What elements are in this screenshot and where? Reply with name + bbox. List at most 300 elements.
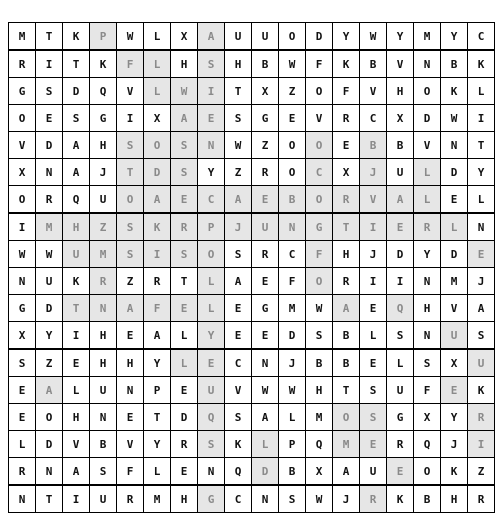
- letter-cell[interactable]: L: [198, 295, 225, 322]
- letter-cell[interactable]: K: [225, 431, 252, 458]
- letter-cell[interactable]: O: [414, 78, 441, 105]
- letter-cell[interactable]: D: [387, 241, 414, 268]
- letter-cell[interactable]: F: [414, 377, 441, 404]
- letter-cell[interactable]: Y: [36, 322, 63, 350]
- letter-cell[interactable]: D: [36, 431, 63, 458]
- letter-cell[interactable]: V: [117, 78, 144, 105]
- letter-cell[interactable]: E: [387, 458, 414, 486]
- letter-cell[interactable]: J: [468, 268, 495, 295]
- letter-cell[interactable]: R: [252, 159, 279, 186]
- letter-cell[interactable]: U: [225, 23, 252, 51]
- letter-cell[interactable]: D: [252, 458, 279, 486]
- letter-cell[interactable]: Z: [117, 268, 144, 295]
- letter-cell[interactable]: H: [414, 295, 441, 322]
- letter-cell[interactable]: D: [36, 132, 63, 159]
- letter-cell[interactable]: T: [225, 78, 252, 105]
- letter-cell[interactable]: F: [333, 78, 360, 105]
- letter-cell[interactable]: L: [414, 159, 441, 186]
- letter-cell[interactable]: L: [144, 458, 171, 486]
- letter-cell[interactable]: T: [468, 132, 495, 159]
- letter-cell[interactable]: I: [468, 431, 495, 458]
- letter-cell[interactable]: A: [333, 458, 360, 486]
- letter-cell[interactable]: O: [414, 458, 441, 486]
- letter-cell[interactable]: G: [90, 105, 117, 132]
- letter-cell[interactable]: Y: [144, 431, 171, 458]
- letter-cell[interactable]: C: [198, 186, 225, 214]
- letter-cell[interactable]: A: [63, 159, 90, 186]
- letter-cell[interactable]: O: [279, 23, 306, 51]
- letter-cell[interactable]: A: [63, 132, 90, 159]
- letter-cell[interactable]: Q: [414, 431, 441, 458]
- letter-cell[interactable]: H: [63, 404, 90, 431]
- letter-cell[interactable]: Y: [144, 349, 171, 377]
- letter-cell[interactable]: R: [171, 213, 198, 241]
- letter-cell[interactable]: S: [198, 50, 225, 78]
- letter-cell[interactable]: M: [333, 431, 360, 458]
- letter-cell[interactable]: S: [306, 322, 333, 350]
- letter-cell[interactable]: X: [9, 159, 36, 186]
- letter-cell[interactable]: V: [360, 78, 387, 105]
- letter-cell[interactable]: L: [63, 377, 90, 404]
- letter-cell[interactable]: F: [279, 268, 306, 295]
- letter-cell[interactable]: I: [468, 105, 495, 132]
- letter-cell[interactable]: N: [90, 295, 117, 322]
- letter-cell[interactable]: L: [144, 78, 171, 105]
- letter-cell[interactable]: F: [117, 50, 144, 78]
- letter-cell[interactable]: T: [117, 159, 144, 186]
- letter-cell[interactable]: I: [9, 213, 36, 241]
- letter-cell[interactable]: X: [144, 105, 171, 132]
- letter-cell[interactable]: N: [9, 485, 36, 513]
- letter-cell[interactable]: O: [144, 132, 171, 159]
- letter-cell[interactable]: W: [279, 50, 306, 78]
- letter-cell[interactable]: X: [441, 349, 468, 377]
- letter-cell[interactable]: L: [252, 431, 279, 458]
- letter-cell[interactable]: Q: [225, 458, 252, 486]
- letter-cell[interactable]: X: [333, 159, 360, 186]
- letter-cell[interactable]: O: [306, 132, 333, 159]
- letter-cell[interactable]: T: [63, 295, 90, 322]
- letter-cell[interactable]: Q: [387, 295, 414, 322]
- letter-cell[interactable]: I: [36, 50, 63, 78]
- letter-cell[interactable]: P: [198, 213, 225, 241]
- letter-cell[interactable]: R: [333, 186, 360, 214]
- letter-cell[interactable]: K: [144, 213, 171, 241]
- letter-cell[interactable]: X: [252, 78, 279, 105]
- letter-cell[interactable]: S: [360, 404, 387, 431]
- letter-cell[interactable]: W: [36, 241, 63, 268]
- letter-cell[interactable]: H: [117, 349, 144, 377]
- letter-cell[interactable]: O: [306, 78, 333, 105]
- letter-cell[interactable]: L: [144, 23, 171, 51]
- letter-cell[interactable]: X: [414, 404, 441, 431]
- letter-cell[interactable]: H: [333, 241, 360, 268]
- letter-cell[interactable]: B: [252, 50, 279, 78]
- letter-cell[interactable]: K: [441, 78, 468, 105]
- letter-cell[interactable]: J: [333, 485, 360, 513]
- letter-cell[interactable]: K: [90, 50, 117, 78]
- letter-cell[interactable]: N: [468, 213, 495, 241]
- letter-cell[interactable]: T: [36, 23, 63, 51]
- letter-cell[interactable]: R: [36, 186, 63, 214]
- letter-cell[interactable]: Y: [387, 23, 414, 51]
- letter-cell[interactable]: U: [252, 23, 279, 51]
- letter-cell[interactable]: L: [441, 213, 468, 241]
- letter-cell[interactable]: O: [36, 404, 63, 431]
- letter-cell[interactable]: L: [360, 322, 387, 350]
- letter-cell[interactable]: G: [9, 78, 36, 105]
- letter-cell[interactable]: B: [306, 349, 333, 377]
- letter-cell[interactable]: K: [63, 23, 90, 51]
- letter-cell[interactable]: B: [279, 186, 306, 214]
- letter-cell[interactable]: S: [387, 322, 414, 350]
- letter-cell[interactable]: U: [63, 241, 90, 268]
- letter-cell[interactable]: H: [90, 349, 117, 377]
- letter-cell[interactable]: Z: [36, 349, 63, 377]
- letter-cell[interactable]: F: [117, 458, 144, 486]
- letter-cell[interactable]: V: [63, 431, 90, 458]
- letter-cell[interactable]: H: [171, 485, 198, 513]
- letter-cell[interactable]: H: [171, 50, 198, 78]
- letter-cell[interactable]: N: [90, 404, 117, 431]
- letter-cell[interactable]: R: [144, 268, 171, 295]
- letter-cell[interactable]: E: [9, 377, 36, 404]
- letter-cell[interactable]: S: [279, 485, 306, 513]
- letter-cell[interactable]: E: [252, 186, 279, 214]
- letter-cell[interactable]: S: [414, 349, 441, 377]
- letter-cell[interactable]: S: [468, 322, 495, 350]
- letter-cell[interactable]: D: [441, 159, 468, 186]
- letter-cell[interactable]: U: [90, 186, 117, 214]
- letter-cell[interactable]: Y: [198, 322, 225, 350]
- letter-cell[interactable]: Y: [441, 404, 468, 431]
- letter-cell[interactable]: Q: [306, 431, 333, 458]
- letter-cell[interactable]: A: [225, 268, 252, 295]
- letter-cell[interactable]: I: [63, 322, 90, 350]
- letter-cell[interactable]: E: [9, 404, 36, 431]
- letter-cell[interactable]: H: [306, 377, 333, 404]
- letter-cell[interactable]: L: [198, 268, 225, 295]
- letter-cell[interactable]: M: [90, 241, 117, 268]
- letter-cell[interactable]: E: [252, 268, 279, 295]
- letter-cell[interactable]: Y: [441, 23, 468, 51]
- letter-cell[interactable]: E: [225, 322, 252, 350]
- letter-cell[interactable]: T: [171, 268, 198, 295]
- letter-cell[interactable]: T: [36, 485, 63, 513]
- letter-cell[interactable]: Z: [90, 213, 117, 241]
- letter-cell[interactable]: E: [387, 213, 414, 241]
- letter-cell[interactable]: Y: [198, 159, 225, 186]
- letter-cell[interactable]: E: [117, 404, 144, 431]
- letter-cell[interactable]: Y: [414, 241, 441, 268]
- letter-cell[interactable]: I: [198, 78, 225, 105]
- letter-cell[interactable]: E: [63, 349, 90, 377]
- letter-cell[interactable]: D: [441, 241, 468, 268]
- letter-cell[interactable]: E: [360, 349, 387, 377]
- letter-cell[interactable]: B: [279, 458, 306, 486]
- letter-cell[interactable]: K: [441, 458, 468, 486]
- letter-cell[interactable]: O: [9, 186, 36, 214]
- letter-cell[interactable]: I: [387, 268, 414, 295]
- letter-cell[interactable]: G: [9, 295, 36, 322]
- letter-cell[interactable]: L: [468, 78, 495, 105]
- letter-cell[interactable]: W: [225, 132, 252, 159]
- letter-cell[interactable]: Z: [225, 159, 252, 186]
- letter-cell[interactable]: C: [225, 349, 252, 377]
- letter-cell[interactable]: B: [90, 431, 117, 458]
- letter-cell[interactable]: E: [198, 349, 225, 377]
- letter-cell[interactable]: I: [360, 213, 387, 241]
- letter-cell[interactable]: N: [414, 50, 441, 78]
- letter-cell[interactable]: L: [414, 186, 441, 214]
- letter-cell[interactable]: I: [144, 241, 171, 268]
- letter-cell[interactable]: S: [171, 159, 198, 186]
- letter-cell[interactable]: R: [468, 404, 495, 431]
- letter-cell[interactable]: L: [468, 186, 495, 214]
- letter-cell[interactable]: J: [225, 213, 252, 241]
- letter-cell[interactable]: R: [9, 50, 36, 78]
- letter-cell[interactable]: P: [90, 23, 117, 51]
- letter-cell[interactable]: O: [306, 186, 333, 214]
- letter-cell[interactable]: A: [252, 404, 279, 431]
- letter-cell[interactable]: S: [360, 377, 387, 404]
- letter-cell[interactable]: G: [306, 213, 333, 241]
- letter-cell[interactable]: I: [117, 105, 144, 132]
- letter-cell[interactable]: C: [360, 105, 387, 132]
- letter-cell[interactable]: U: [198, 377, 225, 404]
- letter-cell[interactable]: Y: [468, 159, 495, 186]
- letter-cell[interactable]: O: [333, 404, 360, 431]
- letter-cell[interactable]: D: [414, 105, 441, 132]
- letter-cell[interactable]: R: [360, 485, 387, 513]
- letter-cell[interactable]: Q: [63, 186, 90, 214]
- letter-cell[interactable]: O: [198, 241, 225, 268]
- letter-cell[interactable]: B: [360, 50, 387, 78]
- letter-cell[interactable]: P: [144, 377, 171, 404]
- letter-cell[interactable]: E: [360, 431, 387, 458]
- letter-cell[interactable]: H: [63, 213, 90, 241]
- letter-cell[interactable]: D: [63, 78, 90, 105]
- letter-cell[interactable]: D: [36, 295, 63, 322]
- letter-cell[interactable]: N: [252, 349, 279, 377]
- letter-cell[interactable]: L: [279, 404, 306, 431]
- letter-cell[interactable]: N: [252, 485, 279, 513]
- letter-cell[interactable]: F: [306, 50, 333, 78]
- letter-cell[interactable]: E: [441, 186, 468, 214]
- letter-cell[interactable]: B: [387, 132, 414, 159]
- letter-cell[interactable]: W: [252, 377, 279, 404]
- letter-cell[interactable]: R: [252, 241, 279, 268]
- letter-cell[interactable]: B: [441, 50, 468, 78]
- letter-cell[interactable]: X: [306, 458, 333, 486]
- letter-cell[interactable]: L: [144, 50, 171, 78]
- letter-cell[interactable]: E: [225, 295, 252, 322]
- letter-cell[interactable]: B: [333, 322, 360, 350]
- letter-cell[interactable]: G: [387, 404, 414, 431]
- letter-cell[interactable]: A: [333, 295, 360, 322]
- letter-cell[interactable]: M: [36, 213, 63, 241]
- letter-cell[interactable]: E: [117, 322, 144, 350]
- letter-cell[interactable]: G: [252, 295, 279, 322]
- letter-cell[interactable]: L: [171, 322, 198, 350]
- letter-cell[interactable]: O: [9, 105, 36, 132]
- letter-cell[interactable]: U: [252, 213, 279, 241]
- letter-cell[interactable]: T: [63, 50, 90, 78]
- letter-cell[interactable]: I: [63, 485, 90, 513]
- letter-cell[interactable]: E: [198, 105, 225, 132]
- letter-cell[interactable]: R: [117, 485, 144, 513]
- letter-cell[interactable]: R: [171, 431, 198, 458]
- letter-cell[interactable]: M: [306, 404, 333, 431]
- letter-cell[interactable]: N: [279, 213, 306, 241]
- letter-cell[interactable]: C: [306, 159, 333, 186]
- letter-cell[interactable]: V: [306, 105, 333, 132]
- letter-cell[interactable]: R: [333, 268, 360, 295]
- letter-cell[interactable]: D: [279, 322, 306, 350]
- letter-cell[interactable]: C: [279, 241, 306, 268]
- letter-cell[interactable]: N: [198, 132, 225, 159]
- letter-cell[interactable]: V: [117, 431, 144, 458]
- letter-cell[interactable]: W: [306, 485, 333, 513]
- letter-cell[interactable]: O: [279, 132, 306, 159]
- letter-cell[interactable]: Z: [468, 458, 495, 486]
- letter-cell[interactable]: E: [171, 295, 198, 322]
- letter-cell[interactable]: G: [198, 485, 225, 513]
- letter-cell[interactable]: L: [387, 349, 414, 377]
- letter-cell[interactable]: A: [144, 186, 171, 214]
- letter-cell[interactable]: Q: [198, 404, 225, 431]
- letter-cell[interactable]: H: [90, 132, 117, 159]
- letter-cell[interactable]: Z: [279, 78, 306, 105]
- letter-cell[interactable]: D: [144, 159, 171, 186]
- letter-cell[interactable]: U: [360, 458, 387, 486]
- letter-cell[interactable]: K: [468, 377, 495, 404]
- letter-cell[interactable]: P: [279, 431, 306, 458]
- letter-cell[interactable]: T: [144, 404, 171, 431]
- letter-cell[interactable]: R: [9, 458, 36, 486]
- letter-cell[interactable]: M: [441, 268, 468, 295]
- letter-cell[interactable]: S: [117, 213, 144, 241]
- letter-cell[interactable]: T: [333, 213, 360, 241]
- letter-cell[interactable]: U: [387, 159, 414, 186]
- letter-cell[interactable]: V: [225, 377, 252, 404]
- letter-cell[interactable]: V: [9, 132, 36, 159]
- letter-cell[interactable]: E: [171, 458, 198, 486]
- letter-cell[interactable]: N: [36, 458, 63, 486]
- letter-cell[interactable]: N: [414, 322, 441, 350]
- letter-cell[interactable]: E: [171, 377, 198, 404]
- letter-cell[interactable]: N: [198, 458, 225, 486]
- letter-cell[interactable]: J: [360, 241, 387, 268]
- letter-cell[interactable]: U: [387, 377, 414, 404]
- letter-cell[interactable]: E: [441, 377, 468, 404]
- letter-cell[interactable]: T: [333, 377, 360, 404]
- letter-cell[interactable]: E: [333, 132, 360, 159]
- letter-cell[interactable]: N: [36, 159, 63, 186]
- letter-cell[interactable]: O: [117, 186, 144, 214]
- letter-cell[interactable]: S: [225, 241, 252, 268]
- letter-cell[interactable]: S: [225, 105, 252, 132]
- letter-cell[interactable]: U: [90, 485, 117, 513]
- letter-cell[interactable]: R: [387, 431, 414, 458]
- letter-cell[interactable]: E: [252, 322, 279, 350]
- letter-cell[interactable]: Q: [90, 78, 117, 105]
- letter-cell[interactable]: U: [441, 322, 468, 350]
- letter-cell[interactable]: K: [468, 50, 495, 78]
- letter-cell[interactable]: W: [117, 23, 144, 51]
- letter-cell[interactable]: L: [171, 349, 198, 377]
- letter-cell[interactable]: W: [279, 377, 306, 404]
- letter-cell[interactable]: E: [360, 295, 387, 322]
- letter-cell[interactable]: W: [306, 295, 333, 322]
- letter-cell[interactable]: H: [441, 485, 468, 513]
- letter-cell[interactable]: H: [225, 50, 252, 78]
- letter-cell[interactable]: F: [306, 241, 333, 268]
- letter-cell[interactable]: K: [333, 50, 360, 78]
- letter-cell[interactable]: S: [90, 458, 117, 486]
- letter-cell[interactable]: M: [279, 295, 306, 322]
- letter-cell[interactable]: V: [414, 132, 441, 159]
- letter-cell[interactable]: I: [360, 268, 387, 295]
- letter-cell[interactable]: M: [9, 23, 36, 51]
- letter-cell[interactable]: A: [63, 458, 90, 486]
- letter-cell[interactable]: A: [468, 295, 495, 322]
- letter-cell[interactable]: S: [9, 349, 36, 377]
- letter-cell[interactable]: W: [171, 78, 198, 105]
- letter-cell[interactable]: E: [36, 105, 63, 132]
- letter-cell[interactable]: J: [279, 349, 306, 377]
- letter-cell[interactable]: V: [387, 50, 414, 78]
- letter-cell[interactable]: A: [36, 377, 63, 404]
- letter-cell[interactable]: N: [414, 268, 441, 295]
- letter-cell[interactable]: E: [468, 241, 495, 268]
- letter-cell[interactable]: M: [144, 485, 171, 513]
- letter-cell[interactable]: J: [90, 159, 117, 186]
- letter-cell[interactable]: W: [360, 23, 387, 51]
- letter-cell[interactable]: B: [360, 132, 387, 159]
- letter-cell[interactable]: S: [63, 105, 90, 132]
- letter-cell[interactable]: V: [360, 186, 387, 214]
- letter-cell[interactable]: D: [306, 23, 333, 51]
- letter-cell[interactable]: U: [36, 268, 63, 295]
- letter-cell[interactable]: X: [171, 23, 198, 51]
- letter-cell[interactable]: K: [63, 268, 90, 295]
- letter-cell[interactable]: N: [9, 268, 36, 295]
- letter-cell[interactable]: E: [171, 186, 198, 214]
- letter-cell[interactable]: D: [171, 404, 198, 431]
- letter-cell[interactable]: R: [333, 105, 360, 132]
- letter-cell[interactable]: A: [117, 295, 144, 322]
- letter-cell[interactable]: S: [171, 132, 198, 159]
- letter-cell[interactable]: K: [387, 485, 414, 513]
- letter-cell[interactable]: R: [414, 213, 441, 241]
- letter-cell[interactable]: H: [90, 322, 117, 350]
- letter-cell[interactable]: U: [90, 377, 117, 404]
- letter-cell[interactable]: S: [117, 132, 144, 159]
- letter-cell[interactable]: O: [306, 268, 333, 295]
- letter-cell[interactable]: N: [117, 377, 144, 404]
- letter-cell[interactable]: S: [171, 241, 198, 268]
- letter-cell[interactable]: S: [36, 78, 63, 105]
- letter-cell[interactable]: O: [279, 159, 306, 186]
- letter-cell[interactable]: R: [468, 485, 495, 513]
- letter-cell[interactable]: F: [144, 295, 171, 322]
- letter-cell[interactable]: V: [441, 295, 468, 322]
- letter-cell[interactable]: S: [198, 431, 225, 458]
- letter-cell[interactable]: Z: [252, 132, 279, 159]
- letter-cell[interactable]: U: [468, 349, 495, 377]
- letter-cell[interactable]: N: [441, 132, 468, 159]
